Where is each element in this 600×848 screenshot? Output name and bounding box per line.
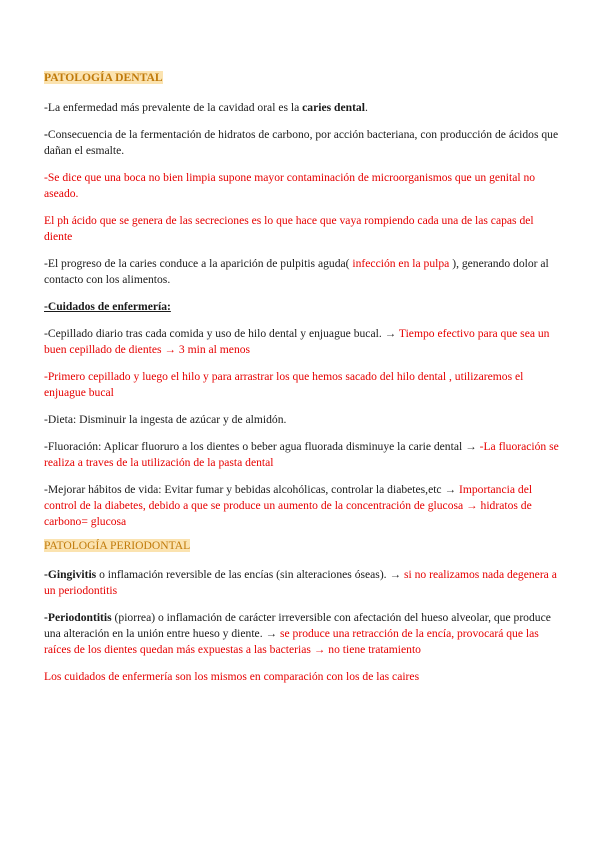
paragraph-habits bbox=[44, 482, 560, 530]
text: -Fluoración: Aplicar fluoruro a los dientes o beber agua fluorada disminuye la carie dental → bbox=[44, 440, 480, 453]
paragraph-ph-note: El ph ácido que se genera de las secreciones es lo que hace que vaya rompiendo cada una de las capas del diente bbox=[44, 214, 534, 243]
paragraph-fluoridation bbox=[44, 439, 560, 471]
paragraph-diet: -Dieta: Disminuir la ingesta de azúcar y de almidón. bbox=[44, 413, 287, 426]
text: . bbox=[364, 101, 368, 114]
paragraph-gingivitis bbox=[44, 567, 560, 599]
paragraph-clean-mouth-note: -Se dice que una boca no bien limpia supone mayor contaminación de microorganismos que un genital no aseado. bbox=[44, 171, 536, 200]
paragraph-order-note: -Primero cepillado y luego el hilo y para arrastrar los que hemos sacado del hilo dental , utilizaremos el enjuague bucal bbox=[44, 370, 524, 399]
heading-text: -Cuidados de enfermería: bbox=[44, 300, 171, 313]
document-page bbox=[44, 70, 560, 696]
paragraph-consequence bbox=[44, 127, 560, 159]
bold-text: - bbox=[44, 568, 48, 581]
section-heading-periodontal bbox=[44, 538, 560, 554]
paragraph-caries-progress bbox=[44, 256, 560, 288]
paragraph-brushing bbox=[44, 326, 560, 358]
paragraph-prevalence bbox=[44, 100, 560, 116]
red-text: se produce una retracción de la encía, provocará que las raíces de los dientes quedan más expuestas a las bacterias → no tiene tratamiento bbox=[44, 627, 539, 656]
bold-text: - bbox=[44, 128, 48, 141]
care-heading bbox=[44, 299, 560, 315]
text: -Mejorar hábitos de vida: Evitar fumar y bebidas alcohólicas, controlar la diabetes,etc → bbox=[44, 483, 459, 496]
bold-text: Gingivitis bbox=[47, 568, 97, 581]
red-text: Importancia del control de la diabetes, debido a que se produce un aumento de la concentración de glucosa → hidratos de carbono= glucosa bbox=[44, 483, 533, 528]
text: o inflamación reversible de las encías (sin alteraciones óseas). → bbox=[96, 568, 404, 581]
bold-text: - bbox=[44, 611, 48, 624]
red-text: infección en la pulpa bbox=[352, 257, 453, 270]
red-text: si no realizamos nada degenera a un periodontitis bbox=[44, 568, 557, 597]
text: (piorrea) o inflamación de carácter irreversible con afectación del hueso alveolar, que produce una alteración en la unión entre hueso y diente. → bbox=[44, 611, 551, 640]
paragraph-periodontitis bbox=[44, 610, 560, 658]
text: ), generando dolor al contacto con los alimentos. bbox=[44, 257, 549, 286]
bold-text: Periodontitis bbox=[47, 611, 112, 624]
red-text: -La fluoración se realiza a traves de la utilización de la pasta dental bbox=[44, 440, 559, 469]
text: -Cepillado diario tras cada comida y uso de hilo dental y enjuague bucal. → bbox=[44, 327, 399, 340]
red-text: Tiempo efectivo para que sea un buen cepillado de dientes → 3 min al menos bbox=[44, 327, 550, 356]
paragraph-closing-note: Los cuidados de enfermería son los mismos en comparación con los de las caires bbox=[44, 670, 420, 683]
text: -El progreso de la caries conduce a la aparición de pulpitis aguda( bbox=[44, 257, 353, 270]
bold-text: caries dental bbox=[302, 101, 365, 114]
section-heading-dental bbox=[44, 70, 560, 86]
text: Consecuencia de la fermentación de hidratos de carbono, por acción bacteriana, con producción de ácidos que dañan el esmalte. bbox=[44, 128, 559, 157]
heading-text: PATOLOGÍA PERIODONTAL bbox=[44, 539, 191, 552]
heading-text: PATOLOGÍA DENTAL bbox=[44, 71, 163, 84]
text: -La enfermedad más prevalente de la cavidad oral es la bbox=[44, 101, 303, 114]
